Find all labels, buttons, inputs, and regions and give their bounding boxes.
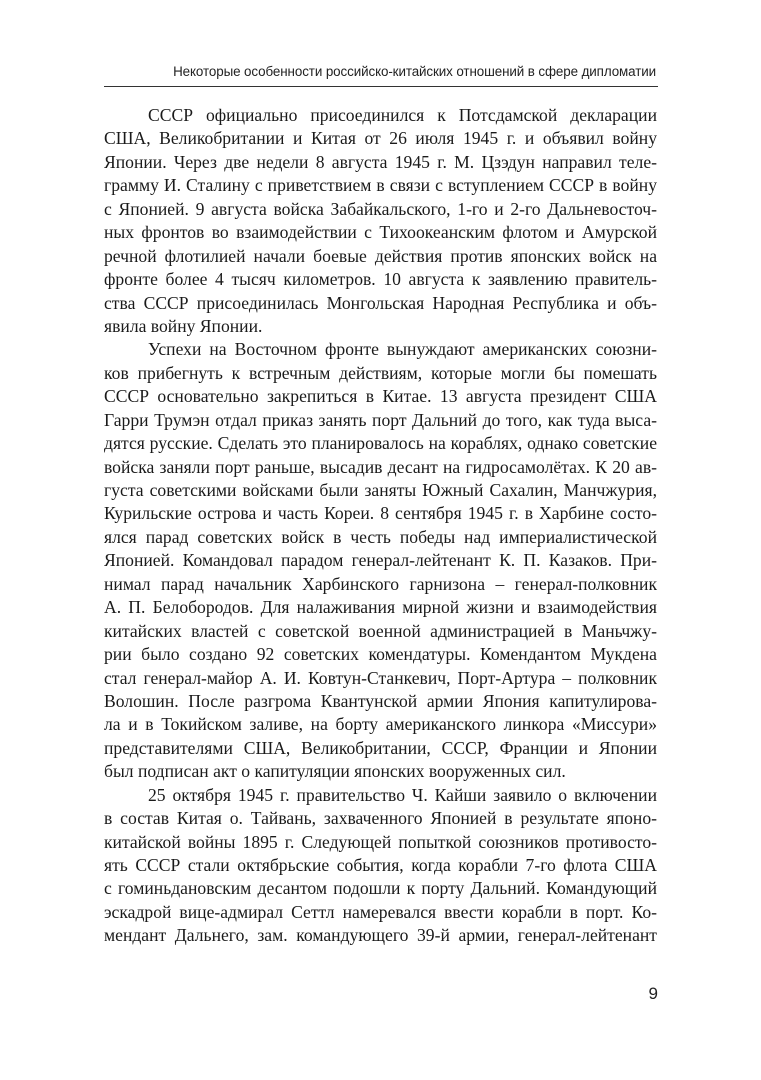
text-line: Успехи на Восточном фронте вынуждают американских союзни-: [148, 339, 657, 360]
text-line: нимал парад начальник Харбинского гарнизона – генерал-полковник: [104, 573, 657, 594]
paragraph: [104, 784, 657, 948]
paragraph: [104, 104, 657, 338]
text-line: СССР основательно закрепиться в Китае. 13 августа президент США: [104, 386, 657, 407]
text-line: с Японией. 9 августа войска Забайкальского, 1-го и 2-го Дальневосточ-: [104, 198, 657, 219]
text-line: войска заняли порт раньше, высадив десант на гидросамолётах. К 20 ав-: [104, 456, 657, 477]
text-line: фронте более 4 тысяч километров. 10 августа к заявлению правитель-: [104, 269, 657, 290]
text-line: ять СССР стали октябрьские события, когда корабли 7-го флота США: [104, 855, 657, 875]
text-line: 25 октября 1945 г. правительство Ч. Кайши заявило о включении: [148, 784, 657, 805]
text-line: США, Великобритании и Китая от 26 июля 1945 г. и объявил войну: [104, 128, 657, 149]
text-line: дятся русские. Сделать это планировалось на кораблях, однако советские: [104, 433, 657, 454]
text-line: был подписан акт о капитуляции японских вооруженных сил.: [104, 761, 566, 782]
page-number: 9: [648, 984, 658, 1003]
paragraph: [104, 338, 657, 783]
text-line: Японии. Через две недели 8 августа 1945 г. М. Цзэдун направил теле-: [104, 151, 657, 172]
text-line: стал генерал-майор А. И. Ковтун-Станкевич, Порт-Артура – полковник: [104, 667, 657, 688]
text-line: мендант Дальнего, зам. командующего 39-й армии, генерал-лейтенант: [104, 925, 657, 946]
text-line: Гарри Трумэн отдал приказ занять порт Дальний до того, как туда выса-: [104, 409, 657, 430]
text-line: речной флотилией начали боевые действия против японских войск на: [104, 245, 657, 266]
text-line: грамму И. Сталину с приветствием в связи с вступлением СССР в войну: [104, 175, 657, 196]
text-line: Волошин. После разгрома Квантунской армии Япония капитулирова-: [104, 690, 657, 711]
text-line: Японией. Командовал парадом генерал-лейтенант К. П. Казаков. При-: [104, 550, 657, 571]
text-line: с гоминьдановским десантом подошли к порту Дальний. Командующий: [104, 878, 657, 899]
running-head: Некоторые особенности российско-китайских отношений в сфере дипломатии: [173, 64, 656, 79]
header-rule: [104, 86, 658, 87]
text-line: густа советскими войсками были заняты Южный Сахалин, Манчжурия,: [104, 480, 657, 500]
text-line: ла и в Токийском заливе, на борту американского линкора «Миссури»: [104, 714, 657, 735]
body-text: [104, 104, 657, 948]
text-line: китайской войны 1895 г. Следующей попыткой союзников противосто-: [104, 831, 657, 852]
text-line: ных фронтов во взаимодействии с Тихоокеанским флотом и Амурской: [104, 222, 657, 243]
text-line: рии было создано 92 советских комендатуры. Комендантом Мукдена: [104, 644, 657, 665]
text-line: ялся парад советских войск в честь победы над империалистической: [104, 526, 657, 547]
text-line: представителями США, Великобритании, СССР, Франции и Японии: [104, 737, 657, 758]
text-line: явила войну Японии.: [104, 315, 263, 336]
text-line: СССР официально присоединился к Потсдамской декларации: [148, 105, 657, 125]
text-line: ков прибегнуть к встречным действиям, которые могли бы помешать: [104, 362, 657, 383]
text-line: в состав Китая о. Тайвань, захваченного Японией в результате японо-: [104, 808, 657, 829]
text-line: эскадрой вице-адмирал Сеттл намеревался ввести корабли в порт. Ко-: [104, 901, 657, 922]
text-line: ства СССР присоединилась Монгольская Народная Республика и объ-: [104, 292, 657, 313]
text-line: Курильские острова и часть Кореи. 8 сентября 1945 г. в Харбине состо-: [104, 503, 657, 524]
text-line: А. П. Белобородов. Для налаживания мирной жизни и взаимодействия: [104, 597, 657, 618]
text-line: китайских властей с советской военной администрацией в Маньчжу-: [104, 620, 657, 641]
